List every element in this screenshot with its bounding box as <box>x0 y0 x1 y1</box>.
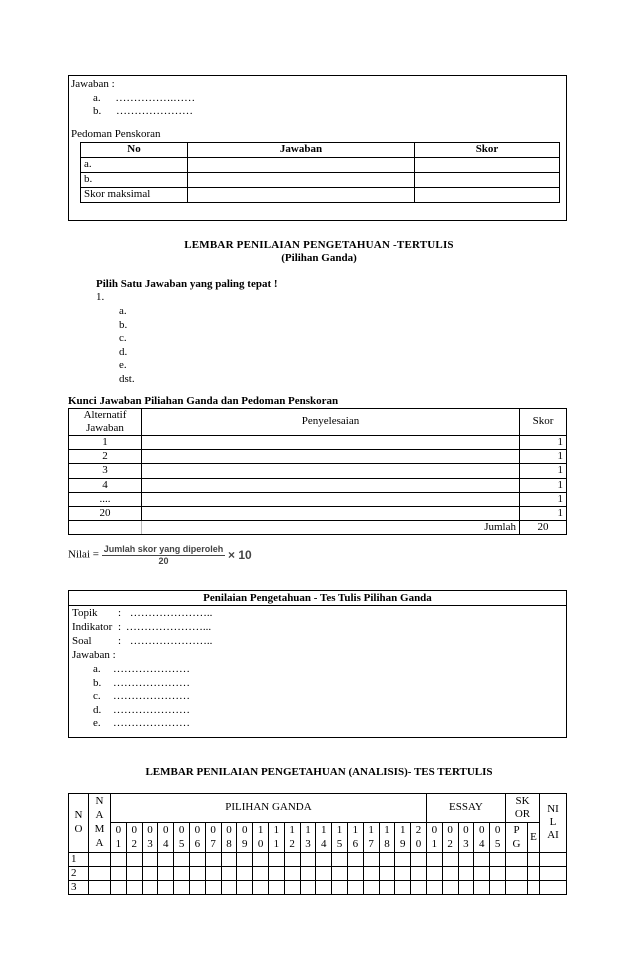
table-cell <box>89 866 111 880</box>
nilai-label: Nilai = <box>68 548 99 561</box>
option-item <box>93 663 190 677</box>
pg-col-header: 0 3 <box>142 823 158 853</box>
option-dots: ………………… <box>113 703 190 716</box>
field-label: Indikator <box>72 621 113 633</box>
table-cell <box>426 880 442 894</box>
option-letter: a. <box>93 663 101 675</box>
pg-col-header: 1 3 <box>300 823 316 853</box>
row-label: Skor maksimal <box>81 188 188 203</box>
choice-item: b. <box>119 318 128 331</box>
table-cell <box>89 852 111 866</box>
table-cell <box>237 880 253 894</box>
table-cell <box>458 852 474 866</box>
table-cell <box>363 880 379 894</box>
answer-box-1 <box>68 75 567 221</box>
table-row <box>69 866 567 880</box>
table-cell <box>174 852 190 866</box>
row-number: 3 <box>69 880 89 894</box>
table-row <box>69 492 567 506</box>
table-cell <box>474 866 490 880</box>
table-cell <box>506 880 528 894</box>
table-row <box>81 173 560 188</box>
choice-item: e. <box>119 359 127 372</box>
table-cell <box>332 866 348 880</box>
answer-box-2 <box>68 590 567 738</box>
field-dots: ………………….. <box>129 607 213 619</box>
table-cell <box>253 852 269 866</box>
nilai-multiplier: × 10 <box>227 548 252 563</box>
field-label: Soal <box>72 635 92 647</box>
field-dots: …………………... <box>125 621 212 633</box>
table-cell <box>395 852 411 866</box>
table-cell <box>347 852 363 866</box>
pg-col-header: 0 2 <box>126 823 142 853</box>
option-dots: ………………… <box>113 690 190 702</box>
table-cell <box>111 866 127 880</box>
field-sep: : <box>118 607 122 619</box>
table-cell <box>268 880 284 894</box>
row-no: 4 <box>69 478 142 492</box>
table-cell <box>411 866 427 880</box>
table-cell <box>379 866 395 880</box>
essay-col-header: 0 3 <box>458 823 474 853</box>
option-dots: ………………… <box>113 717 190 729</box>
col-skor: Skor <box>415 143 560 158</box>
table-cell <box>189 880 205 894</box>
row-no: 3 <box>69 464 142 478</box>
table-cell <box>268 852 284 866</box>
option-a <box>93 92 195 105</box>
essay-col-header: 0 5 <box>490 823 506 853</box>
fraction-numerator: Jumlah skor yang diperoleh <box>103 544 224 554</box>
jawaban-label: Jawaban : <box>71 78 115 90</box>
col-alternatif: Alternatif Jawaban <box>69 409 142 436</box>
table-cell <box>205 852 221 866</box>
nilai-formula <box>68 544 252 567</box>
row-skor: 1 <box>520 506 567 520</box>
option-letter: e. <box>93 717 101 729</box>
field-soal <box>72 635 212 648</box>
table-cell <box>458 880 474 894</box>
table-cell <box>142 852 158 866</box>
table-cell <box>442 852 458 866</box>
table-cell <box>253 880 269 894</box>
pg-col-header: 1 7 <box>363 823 379 853</box>
choice-item: c. <box>119 332 127 345</box>
table-cell <box>158 866 174 880</box>
table-cell <box>506 866 528 880</box>
essay-header: ESSAY <box>426 794 505 823</box>
total-row <box>69 521 567 535</box>
col-no-header: N O <box>69 794 89 853</box>
essay-col-header: 0 1 <box>426 823 442 853</box>
table-cell <box>284 866 300 880</box>
table-cell <box>490 866 506 880</box>
row-skor: 1 <box>520 478 567 492</box>
box2-divider <box>69 605 566 606</box>
option-dots: ………………… <box>113 663 190 675</box>
nilai-header: NI L AI <box>540 794 567 853</box>
table-cell <box>205 880 221 894</box>
table-row <box>69 464 567 478</box>
table-row <box>69 478 567 492</box>
option-dots: …………….…… <box>115 92 196 104</box>
pg-col-header: 1 5 <box>332 823 348 853</box>
option-dots: ………………… <box>113 676 190 689</box>
table-cell <box>426 866 442 880</box>
option-letter: a. <box>93 92 101 104</box>
nilai-fraction <box>102 544 226 567</box>
table-cell <box>189 852 205 866</box>
option-letter: b. <box>93 105 102 117</box>
question-number: 1. <box>96 291 105 303</box>
table-cell <box>540 866 567 880</box>
col-nama-header: N A M A <box>89 794 111 853</box>
table-row <box>69 880 567 894</box>
pg-col-header: 0 9 <box>237 823 253 853</box>
choice-item: a. <box>119 305 127 317</box>
box2-title: Penilaian Pengetahuan - Tes Tulis Pilihan Ganda <box>203 592 432 604</box>
option-letter: d. <box>93 703 102 716</box>
skor-col-header: E <box>528 823 540 853</box>
field-indikator <box>72 621 211 634</box>
table-cell <box>158 852 174 866</box>
field-topik <box>72 607 212 620</box>
table-cell <box>111 852 127 866</box>
table-cell <box>379 880 395 894</box>
row-number: 2 <box>69 866 89 880</box>
table-cell <box>540 880 567 894</box>
scoring-table <box>80 142 560 203</box>
option-letter: b. <box>93 676 102 689</box>
row-skor: 1 <box>520 450 567 464</box>
pg-col-header: 1 1 <box>268 823 284 853</box>
instruction: Pilih Satu Jawaban yang paling tepat ! <box>96 278 278 290</box>
row-no: .... <box>69 492 142 506</box>
table-cell <box>300 852 316 866</box>
row-label: b. <box>81 173 188 188</box>
table-cell <box>379 852 395 866</box>
table-cell <box>221 880 237 894</box>
table-cell <box>442 866 458 880</box>
table-cell <box>347 866 363 880</box>
table-row <box>69 506 567 520</box>
table-cell <box>395 880 411 894</box>
table-cell <box>411 880 427 894</box>
choice-item: dst. <box>119 372 135 385</box>
section1-subtitle: (Pilihan Ganda) <box>281 252 357 264</box>
pg-col-header: 0 8 <box>221 823 237 853</box>
choice-item: d. <box>119 345 128 358</box>
option-item <box>93 717 190 731</box>
pg-col-header: 2 0 <box>411 823 427 853</box>
section1-title: LEMBAR PENILAIAN PENGETAHUAN -TERTULIS <box>184 239 454 251</box>
table-cell <box>174 866 190 880</box>
pg-col-header: 0 5 <box>174 823 190 853</box>
table-cell <box>490 880 506 894</box>
table-cell <box>221 852 237 866</box>
table-cell <box>126 880 142 894</box>
table-cell <box>316 866 332 880</box>
subheader-row <box>69 823 567 853</box>
pg-col-header: 0 7 <box>205 823 221 853</box>
table-cell <box>189 866 205 880</box>
pg-col-header: 1 4 <box>316 823 332 853</box>
table-cell <box>268 866 284 880</box>
field-label: Topik <box>72 607 98 619</box>
option-item <box>93 677 190 691</box>
table-row <box>69 450 567 464</box>
jumlah-value: 20 <box>520 521 567 535</box>
option-b <box>93 105 193 118</box>
table-cell <box>300 880 316 894</box>
analisis-title: LEMBAR PENILAIAN PENGETAHUAN (ANALISIS)- TES TERTULIS <box>145 766 493 778</box>
pg-col-header: 1 2 <box>284 823 300 853</box>
pg-col-header: 0 1 <box>111 823 127 853</box>
field-sep: : <box>118 621 122 633</box>
analisis-table <box>68 793 567 895</box>
table-cell <box>395 866 411 880</box>
table-cell <box>158 880 174 894</box>
row-no: 2 <box>69 450 142 464</box>
pg-header: PILIHAN GANDA <box>111 794 427 823</box>
table-cell <box>411 852 427 866</box>
pedoman-label: Pedoman Penskoran <box>71 128 161 140</box>
field-dots: ………………….. <box>129 635 213 647</box>
row-skor: 1 <box>520 436 567 450</box>
skor-header: SK OR <box>506 794 540 823</box>
table-cell <box>142 866 158 880</box>
table-cell <box>300 866 316 880</box>
skor-col-header: P G <box>506 823 528 853</box>
row-no: 20 <box>69 506 142 520</box>
box2-options <box>93 663 190 731</box>
table-cell <box>253 866 269 880</box>
essay-col-header: 0 2 <box>442 823 458 853</box>
box2-jawaban-label: Jawaban : <box>72 649 116 661</box>
table-cell <box>205 866 221 880</box>
table-cell <box>284 880 300 894</box>
row-number: 1 <box>69 852 89 866</box>
table-cell <box>347 880 363 894</box>
table-cell <box>458 866 474 880</box>
table-cell <box>528 880 540 894</box>
row-label: a. <box>81 158 188 173</box>
row-skor: 1 <box>520 492 567 506</box>
table-row <box>69 852 567 866</box>
row-no: 1 <box>69 436 142 450</box>
option-dots: ………………… <box>116 105 193 117</box>
essay-col-header: 0 4 <box>474 823 490 853</box>
table-cell <box>506 852 528 866</box>
table-cell <box>316 852 332 866</box>
pg-col-header: 1 0 <box>253 823 269 853</box>
col-jawaban: Jawaban <box>188 143 415 158</box>
option-item <box>93 704 190 718</box>
table-cell <box>126 852 142 866</box>
table-cell <box>442 880 458 894</box>
pg-col-header: 0 6 <box>189 823 205 853</box>
table-cell <box>363 866 379 880</box>
table-cell <box>528 852 540 866</box>
col-penyelesaian: Penyelesaian <box>142 409 520 436</box>
pg-col-header: 1 8 <box>379 823 395 853</box>
table-row <box>81 188 560 203</box>
table-cell <box>363 852 379 866</box>
table-cell <box>316 880 332 894</box>
field-sep: : <box>118 635 122 647</box>
table-cell <box>474 852 490 866</box>
table-cell <box>474 880 490 894</box>
col-skor: Skor <box>520 409 567 436</box>
table-cell <box>237 866 253 880</box>
table-cell <box>237 852 253 866</box>
kunci-title: Kunci Jawaban Piliahan Ganda dan Pedoman Penskoran <box>68 395 339 407</box>
table-cell <box>111 880 127 894</box>
pg-col-header: 0 4 <box>158 823 174 853</box>
pg-col-header: 1 9 <box>395 823 411 853</box>
table-cell <box>528 866 540 880</box>
kunci-table <box>68 408 567 535</box>
table-cell <box>284 852 300 866</box>
table-cell <box>426 852 442 866</box>
choice-list <box>119 305 135 387</box>
row-skor: 1 <box>520 464 567 478</box>
col-no: No <box>81 143 188 158</box>
table-row <box>81 158 560 173</box>
option-item <box>93 690 190 704</box>
table-cell <box>89 880 111 894</box>
fraction-denominator: 20 <box>158 555 169 566</box>
table-cell <box>126 866 142 880</box>
table-cell <box>490 852 506 866</box>
table-row <box>69 436 567 450</box>
pg-col-header: 1 6 <box>347 823 363 853</box>
table-cell <box>332 852 348 866</box>
table-cell <box>332 880 348 894</box>
table-cell <box>142 880 158 894</box>
jumlah-label: Jumlah <box>142 521 520 535</box>
table-cell <box>540 852 567 866</box>
table-cell <box>221 866 237 880</box>
option-letter: c. <box>93 690 101 702</box>
table-cell <box>174 880 190 894</box>
